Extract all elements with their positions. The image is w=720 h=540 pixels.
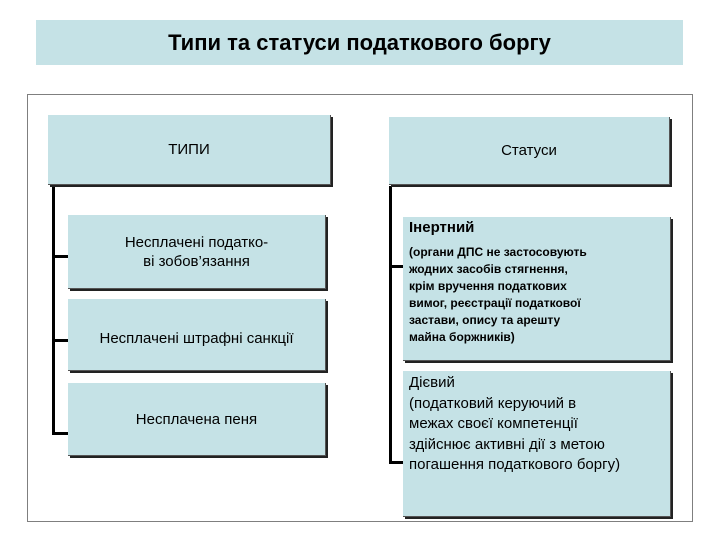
- status-description-active: (податковий керуючий в межах своєї компетенції здійснює активні дії з метою погашення податкового боргу): [409, 394, 621, 473]
- status-name-inert: Інертний: [409, 219, 475, 236]
- statuses-connector-1: [389, 265, 403, 268]
- status-name-active: Дієвий: [409, 374, 455, 391]
- types-header-box: [48, 115, 331, 185]
- status-box-active: [403, 371, 671, 517]
- status-box-inert: [403, 217, 671, 361]
- statuses-connector-2: [389, 461, 403, 464]
- statuses-header-box: [389, 117, 670, 185]
- type-box-fines: [68, 383, 326, 456]
- slide-title: Типи та статуси податкового боргу: [36, 20, 683, 65]
- type-box-penalties: [68, 299, 326, 371]
- types-header-label: ТИПИ: [168, 141, 210, 158]
- statuses-header-label: Статуси: [501, 142, 557, 159]
- type-label-penalties: Несплачені штрафні санкції: [99, 330, 294, 347]
- status-description-inert: (органи ДПС не застосовують жодних засобів стягнення, крім вручення податкових вимог, реєстрації податкової застави, опису та арешту майна боржників): [409, 245, 587, 344]
- types-connector-vertical: [52, 186, 55, 434]
- type-label-tax-liabilities: Несплачені податко- ві зобов’язання: [124, 233, 269, 270]
- type-box-tax-liabilities: [68, 215, 326, 289]
- type-label-fines: Несплачена пеня: [135, 410, 258, 428]
- types-connector-1: [52, 255, 68, 258]
- types-connector-3: [52, 432, 68, 435]
- types-connector-2: [52, 339, 68, 342]
- statuses-connector-vertical: [389, 186, 392, 464]
